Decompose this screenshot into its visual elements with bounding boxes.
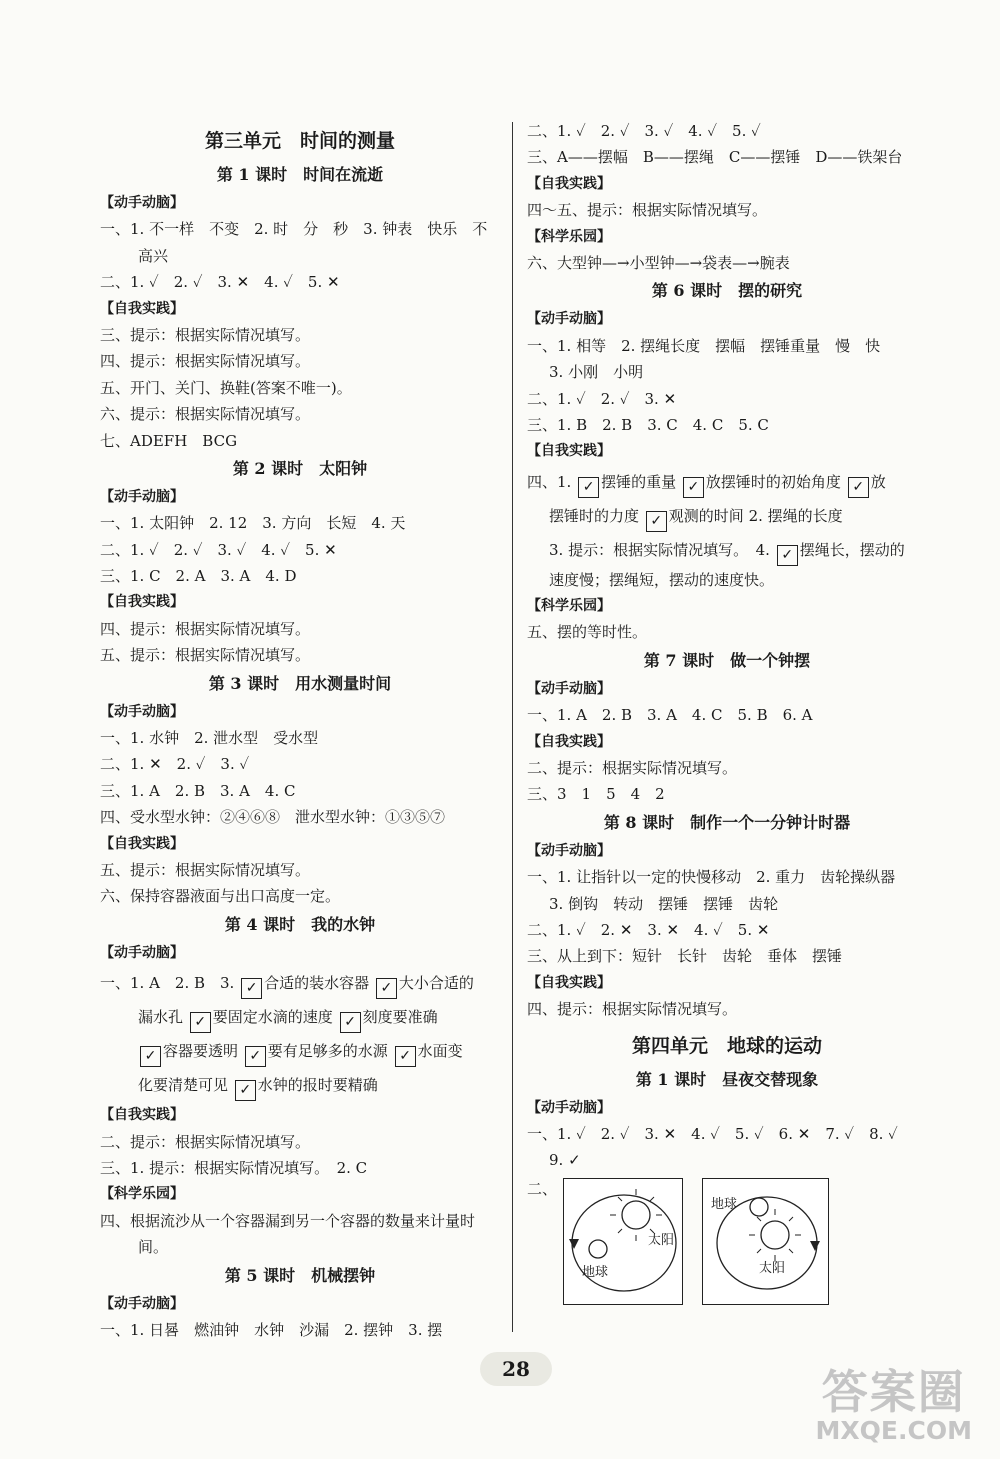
checkbox-checked: ✓ [190, 1012, 211, 1033]
answer-line: ✓ 容器要透明 ✓ 要有足够多的水源 ✓ 水面变 [100, 1034, 500, 1068]
sun-label: 太阳 [759, 1260, 786, 1276]
unit-title: 第三单元 时间的测量 [204, 130, 395, 152]
column-divider [512, 122, 513, 1332]
answer-line: 一、1. A 2. B 3. ✓ 合适的装水容器 ✓ 大小合适的 [100, 966, 500, 1000]
earth-label: 地球 [582, 1264, 609, 1280]
answer-line: 三、1. B 2. B 3. C 4. C 5. C [527, 415, 769, 434]
orbit-diagrams [527, 1174, 927, 1314]
answer-line: 3. 提示：根据实际情况填写。 4. ✓ 摆绳长，摆动的 [527, 533, 927, 567]
section-tag: 【动手动脑】 [527, 842, 611, 859]
answer-line: 一、1. 水钟 2. 泄水型 受水型 [100, 729, 319, 748]
lesson-title: 第 8 课时 制作一个一分钟计时器 [603, 812, 851, 832]
answer-line: 四～五、提示：根据实际情况填写。 [527, 201, 768, 220]
section-tag: 【自我实践】 [100, 1107, 184, 1124]
lesson-title: 第 5 课时 机械摆钟 [224, 1265, 376, 1285]
section-tag: 【自我实践】 [100, 835, 184, 852]
answer-line: 二、1. ✓ 2. ✓ 3. ✕ 4. ✓ 5. ✕ [100, 273, 340, 292]
answer-line: 三、3 1 5 4 2 [527, 785, 665, 804]
answer-line: 二、提示：根据实际情况填写。 [100, 1132, 311, 1151]
answer-line: 二、1. ✓ 2. ✕ 3. ✕ 4. ✓ 5. ✕ [527, 920, 770, 939]
section-tag: 【自我实践】 [527, 175, 611, 192]
page-number: 28 [480, 1352, 552, 1386]
sun-icon [622, 1201, 650, 1229]
answer-line: 四、提示：根据实际情况填写。 [100, 352, 311, 371]
checkbox-checked: ✓ [340, 1012, 361, 1033]
section-tag: 【自我实践】 [527, 974, 611, 991]
checkbox-checked: ✓ [245, 1046, 266, 1067]
lesson-title: 第 1 课时 昼夜交替现象 [635, 1069, 819, 1089]
section-tag: 【自我实践】 [100, 300, 184, 317]
answer-line: 三、1. 提示：根据实际情况填写。 2. C [100, 1158, 368, 1177]
checkbox-checked: ✓ [376, 978, 397, 999]
sun-icon [761, 1221, 789, 1249]
checkbox-checked: ✓ [395, 1046, 416, 1067]
lesson-title: 第 4 课时 我的水钟 [224, 914, 376, 934]
section-tag: 【动手动脑】 [100, 944, 184, 961]
answer-line: 四、根据流沙从一个容器漏到另一个容器的数量来计量时 [100, 1211, 476, 1230]
answer-line: 三、从上到下：短针 长针 齿轮 垂体 摆锤 [527, 947, 843, 966]
orbit-arrow [810, 1241, 820, 1251]
answer-line: 三、提示：根据实际情况填写。 [100, 325, 311, 344]
answer-line: 六、保持容器液面与出口高度一定。 [100, 887, 341, 906]
answer-line: 二、1. ✓ 2. ✓ 3. ✕ [527, 389, 677, 408]
answer-line: 化要清楚可见 ✓ 水钟的报时要精确 [100, 1068, 500, 1102]
answer-line: 摆锤时的力度 ✓ 观测的时间 2. 摆绳的长度 [527, 499, 927, 533]
section-tag: 【动手动脑】 [100, 703, 184, 720]
orbit-diagram-earth-around-sun [563, 1178, 683, 1305]
answer-line: 四、提示：根据实际情况填写。 [527, 1000, 738, 1019]
answer-line: 3. 倒钩 转动 摆锤 摆锤 齿轮 [549, 894, 779, 913]
answer-line: 一、1. 太阳钟 2. 12 3. 方向 长短 4. 天 [100, 514, 406, 533]
unit-title: 第四单元 地球的运动 [631, 1034, 822, 1057]
orbit-arrow [569, 1239, 579, 1249]
answer-line: 漏水孔 ✓ 要固定水滴的速度 ✓ 刻度要准确 [100, 1000, 500, 1034]
answer-line: 3. 小刚 小明 [549, 363, 644, 382]
answer-line: 高兴 [138, 246, 169, 265]
checkbox-checked: ✓ [777, 545, 798, 566]
answer-line: 二、1. ✓ 2. ✓ 3. ✓ 4. ✓ 5. ✕ [100, 540, 337, 559]
lesson-title: 第 1 课时 时间在流逝 [216, 165, 384, 184]
answer-line: 一、1. ✓ 2. ✓ 3. ✕ 4. ✓ 5. ✓ 6. ✕ 7. ✓ 8. ✓ [527, 1124, 898, 1143]
lesson-title: 第 6 课时 摆的研究 [651, 281, 803, 301]
answer-line: 六、提示：根据实际情况填写。 [100, 405, 311, 424]
right-column [527, 118, 927, 1314]
watermark-url: MXQE.COM [815, 1416, 972, 1445]
section-tag: 【动手动脑】 [527, 311, 611, 328]
section-tag: 【自我实践】 [527, 733, 611, 750]
checkbox-checked: ✓ [578, 477, 599, 498]
answer-line: 一、1. 日晷 燃油钟 水钟 沙漏 2. 摆钟 3. 摆 [100, 1320, 443, 1339]
answer-line: 四、提示：根据实际情况填写。 [100, 619, 311, 638]
answer-line: 9. ✓ [549, 1151, 581, 1170]
answer-line: 二、提示：根据实际情况填写。 [527, 759, 738, 778]
answer-line: 四、受水型水钟：②④⑥⑧ 泄水型水钟：①③⑤⑦ [100, 808, 446, 827]
answer-line: 五、提示：根据实际情况填写。 [100, 860, 311, 879]
section-tag: 【科学乐园】 [100, 1186, 184, 1203]
answer-line: 五、提示：根据实际情况填写。 [100, 646, 311, 665]
checkbox-checked: ✓ [646, 511, 667, 532]
earth-icon [750, 1198, 768, 1216]
answer-line: 速度慢；摆绳短，摆动的速度快。 [549, 570, 775, 589]
answer-line: 一、1. 让指针以一定的快慢移动 2. 重力 齿轮操纵器 [527, 868, 896, 887]
section-tag: 【自我实践】 [527, 443, 611, 460]
answer-line: 三、1. C 2. A 3. A 4. D [100, 567, 297, 586]
lesson-title: 第 3 课时 用水测量时间 [208, 673, 392, 693]
answer-line: 五、开门、关门、换鞋(答案不唯一)。 [100, 378, 352, 397]
checkbox-checked: ✓ [241, 978, 262, 999]
left-column [100, 118, 500, 1343]
answer-line: 二、1. ✕ 2. ✓ 3. ✓ [100, 755, 250, 774]
answer-line: 七、ADEFH BCG [100, 431, 238, 450]
section-tag: 【动手动脑】 [527, 680, 611, 697]
section-tag: 【自我实践】 [100, 594, 184, 611]
answer-line: 五、摆的等时性。 [527, 623, 648, 642]
section-tag: 【科学乐园】 [527, 228, 611, 245]
checkbox-checked: ✓ [140, 1046, 161, 1067]
section-tag: 【动手动脑】 [100, 488, 184, 505]
earth-label: 地球 [711, 1196, 738, 1212]
section-tag: 【动手动脑】 [100, 1295, 184, 1312]
orbit-diagram-sun-around-earth [702, 1178, 829, 1305]
answer-line: 三、A——摆幅 B——摆绳 C——摆锤 D——铁架台 [527, 148, 903, 167]
checkbox-checked: ✓ [235, 1080, 256, 1101]
earth-icon [589, 1240, 607, 1258]
lesson-title: 第 7 课时 做一个钟摆 [643, 650, 811, 670]
sun-label: 太阳 [648, 1232, 675, 1248]
answer-line: 一、1. 相等 2. 摆绳长度 摆幅 摆锤重量 慢 快 [527, 336, 881, 355]
answer-line: 间。 [138, 1238, 169, 1257]
section-tag: 【科学乐园】 [527, 598, 611, 615]
watermark-logo: 答案圈 [821, 1365, 966, 1419]
checkbox-checked: ✓ [848, 477, 869, 498]
section-tag: 【动手动脑】 [527, 1099, 611, 1116]
answer-line: 四、1. ✓ 摆锤的重量 ✓ 放摆锤时的初始角度 ✓ 放 [527, 465, 927, 499]
lesson-title: 第 2 课时 太阳钟 [232, 458, 368, 478]
section-tag: 【动手动脑】 [100, 195, 184, 211]
answer-line: 三、1. A 2. B 3. A 4. C [100, 781, 296, 800]
answer-line: 一、1. 不一样 不变 2. 时 分 秒 3. 钟表 快乐 不 [100, 220, 488, 239]
answer-line: 二、 [527, 1179, 558, 1198]
checkbox-checked: ✓ [683, 477, 704, 498]
answer-line: 六、大型钟—→小型钟—→袋表—→腕表 [527, 253, 790, 272]
answer-line: 一、1. A 2. B 3. A 4. C 5. B 6. A [527, 706, 813, 725]
watermark [816, 1367, 972, 1445]
answer-line: 二、1. ✓ 2. ✓ 3. ✓ 4. ✓ 5. ✓ [527, 122, 761, 140]
